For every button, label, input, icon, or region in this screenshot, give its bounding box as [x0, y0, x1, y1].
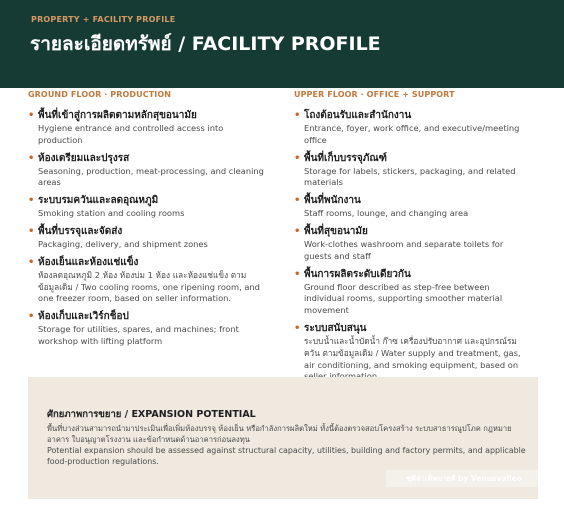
item-description: Staff rooms, lounge, and changing area — [304, 208, 469, 219]
list-item — [294, 225, 526, 263]
item-description: Storage for utilities, spares, and machines; front workshop with lifting platform — [38, 324, 239, 346]
header-eyebrow: PROPERTY + FACILITY PROFILE — [31, 15, 176, 24]
expansion-title: ศักยภาพการขยาย / EXPANSION POTENTIAL — [47, 409, 256, 420]
upper-floor-column — [294, 90, 526, 383]
list-item — [294, 194, 526, 220]
item-description: Storage for labels, stickers, packaging, and related materials — [304, 165, 516, 188]
item-thai-title: พื้นที่เก็บบรรจุภัณฑ์ — [304, 152, 387, 164]
item-description: ห้องลดอุณหภูมิ 2 ห้อง ห้องบ่ม 1 ห้อง และห้องแช่แข็ง ตามข้อมูลเดิม / Two cooling rooms, one ripening room, and one freezer room, based on seller information. — [38, 269, 260, 304]
bullet-icon: • — [28, 110, 35, 121]
item-description: Entrance, foyer, work office, and executive/meeting office — [304, 123, 520, 145]
item-description: Seasoning, production, meat-processing, and cleaning areas — [38, 165, 264, 188]
item-thai-title: ระบบสนับสนุน — [304, 322, 367, 334]
item-description: ระบบน้ำและน้ำบัดน้ำ ก๊าซ เครื่องปรับอากาศ และอุปกรณ์รมควัน ตามข้อมูลเดิม / Water supply and treatment, gas, air conditioning, and smoking equipment, based on — [304, 335, 521, 370]
bullet-icon: • — [294, 195, 301, 207]
bullet-icon: • — [294, 268, 301, 280]
list-item — [28, 152, 264, 190]
item-thai-title: ระบบรมควันและลดอุณหภูมิ — [38, 195, 159, 207]
list-item — [28, 225, 264, 251]
bullet-icon: • — [28, 225, 35, 237]
item-thai-title: โถงต้อนรับและสำนักงาน — [304, 110, 412, 121]
list-item — [294, 322, 526, 383]
header-banner — [0, 0, 564, 88]
list-item — [294, 152, 526, 190]
list-item — [28, 310, 264, 348]
list-item — [28, 256, 264, 305]
bullet-icon: • — [28, 256, 35, 268]
list-item — [28, 194, 264, 220]
item-thai-title: พื้นที่สุขอนามัย — [304, 225, 368, 237]
item-description: Hygiene entrance and controlled access into production — [38, 123, 224, 145]
item-thai-title: พื้นที่พนักงาน — [304, 195, 361, 207]
item-thai-title: พื้นการผลิตระดับเดียวกัน — [304, 268, 411, 280]
list-item — [294, 268, 526, 317]
bullet-icon: • — [294, 152, 301, 164]
item-description: Smoking station and cooling rooms — [38, 208, 185, 219]
bullet-icon: • — [28, 195, 35, 207]
bullet-icon: • — [28, 152, 35, 164]
item-description: Ground floor described as step-free between individual rooms, supporting smoother material movement — [304, 281, 503, 316]
item-thai-title: ห้องเก็บและเวิร์กช็อป — [38, 311, 129, 323]
item-thai-title: พื้นที่เข้าสู่การผลิตตามหลักสุขอนามัย — [38, 110, 197, 121]
item-thai-title: ห้องเย็นและห้องแช่แข็ง — [38, 256, 139, 268]
list-item — [28, 109, 264, 147]
ground-floor-column — [28, 90, 264, 348]
item-description: Work-clothes washroom and separate toilets for guests and staff — [304, 238, 504, 261]
list-item — [294, 109, 526, 147]
upper-floor-heading: UPPER FLOOR · OFFICE + SUPPORT — [294, 90, 455, 99]
expansion-english-text: Potential expansion should be assessed against structural capacity, utilities, building and factory permits, and applicable food-production regulations. — [47, 446, 526, 466]
item-thai-title: พื้นที่บรรจุและจัดส่ง — [38, 225, 123, 237]
expansion-thai-text: พื้นที่บางส่วนสามารถนำมาประเมินเพื่อเพิ่มห้องบรรจุ ห้องเย็น หรือกำลังการผลิตใหม่ ทั้งนี้ต้องตรวจสอบโครงสร้าง ระบบสาธารณูปโภค กฎหมายอาคาร ใบอนุญาตโรงงาน และข้อกำหนดด้านอาคารก่อนลงทุน — [47, 424, 512, 444]
watermark: ชุดีสาเด็พมายส์ by Venusvalleo — [386, 470, 542, 487]
item-thai-title: ห้องเตรียมและปรุงรส — [38, 152, 130, 164]
page-title: รายละเอียดทรัพย์ / FACILITY PROFILE — [30, 33, 381, 55]
item-description: Packaging, delivery, and shipment zones — [38, 238, 208, 249]
bullet-icon: • — [294, 110, 301, 121]
bullet-icon: • — [294, 225, 301, 237]
bullet-icon: • — [28, 311, 35, 323]
bullet-icon: • — [294, 322, 301, 334]
ground-floor-heading: GROUND FLOOR · PRODUCTION — [28, 90, 172, 99]
